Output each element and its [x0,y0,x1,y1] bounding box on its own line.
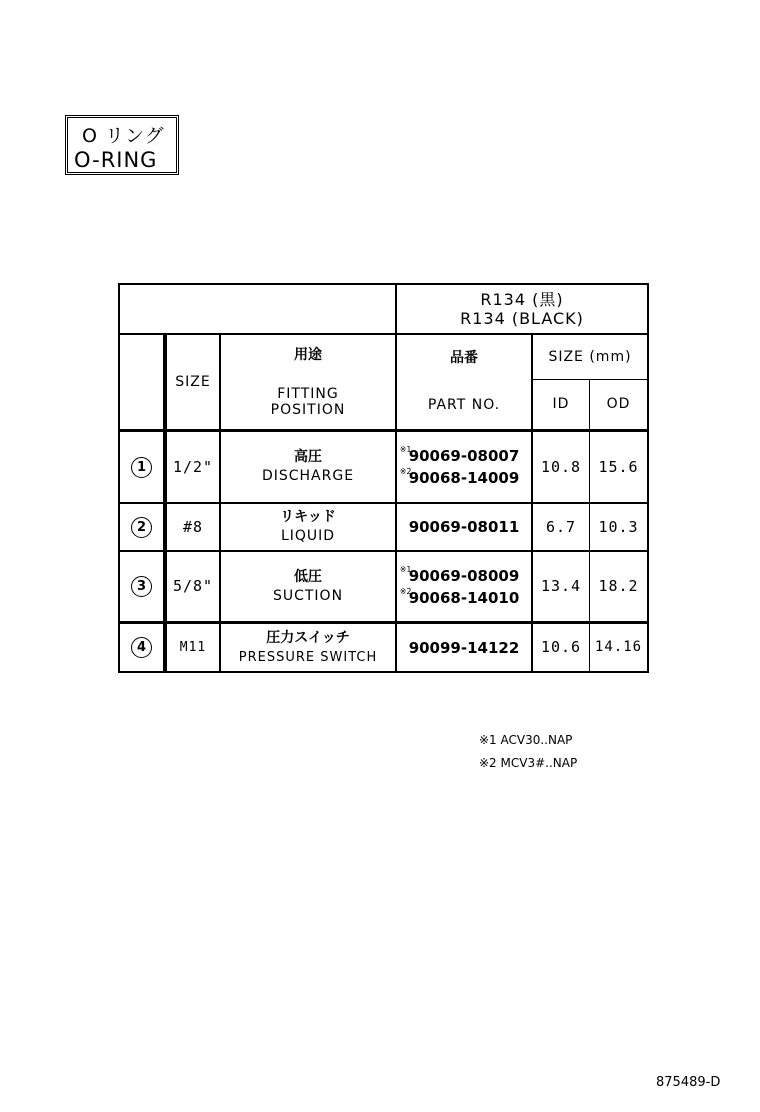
header-part-no-jp: 品番 [450,350,478,366]
row-use-jp: 低圧 [294,568,322,585]
header-size: SIZE [175,373,211,390]
row-od: 18.2 [598,577,639,595]
row-id: 10.8 [540,457,582,476]
row-od: 14.16 [594,639,643,655]
header-fitting-position: FITTING POSITION [270,386,346,419]
part-note: ※2 [399,467,412,476]
row-use-jp: 高圧 [294,449,322,465]
title-jp: O リング [82,125,165,147]
row-id: 10.6 [540,638,582,656]
row-mark: 1 [131,457,152,478]
row-size: 5/8" [172,577,214,595]
o-ring-table [118,283,649,673]
row-use-jp: 圧力スイッチ [266,629,350,646]
part-number: 90068-14009 [408,469,520,487]
header-size-mm: SIZE (mm) [548,348,632,365]
footnote-2: ※2 MCV3#..NAP [479,756,578,770]
part-number: 90069-08009 [408,566,520,585]
row-size: M11 [179,640,207,655]
header-use-jp: 用途 [294,346,322,363]
footnotes [479,729,577,775]
row-use-en: PRESSURE SWITCH [238,649,378,665]
part-number: 90069-08011 [408,518,520,536]
row-use-en: LIQUID [280,528,336,544]
part-number: 90099-14122 [408,638,520,657]
part-note: ※1 [399,445,412,454]
part-number: 90069-08007 [408,447,520,465]
title-box [65,115,179,175]
header-part-no: PART NO. [427,397,501,413]
header-id: ID [552,396,570,412]
row-use-en: DISCHARGE [261,468,355,484]
table-row [120,432,163,502]
table-row [120,624,163,671]
table-row [120,504,163,550]
part-number: 90068-14010 [408,588,520,607]
row-mark: 3 [131,576,152,597]
part-note: ※1 [399,564,412,574]
row-size: 1/2" [172,457,214,476]
row-id: 6.7 [545,517,577,536]
row-od: 15.6 [598,457,639,476]
part-note: ※2 [399,586,412,596]
refrigerant-en: R134 (BLACK) [460,309,584,328]
row-od: 10.3 [598,517,639,536]
row-mark: 4 [131,637,152,658]
row-size: #8 [182,517,204,536]
table-row [120,552,163,621]
row-id: 13.4 [540,577,582,595]
header-od: OD [606,396,631,412]
title-en: O-RING [74,148,158,172]
row-use-jp: リキッド [280,509,336,525]
refrigerant-jp: R134 (黒) [480,290,564,309]
row-use-en: SUCTION [272,587,344,604]
row-mark: 2 [131,517,152,538]
drawing-code: 875489-D [656,1075,721,1090]
footnote-1: ※1 ACV30..NAP [479,733,573,747]
